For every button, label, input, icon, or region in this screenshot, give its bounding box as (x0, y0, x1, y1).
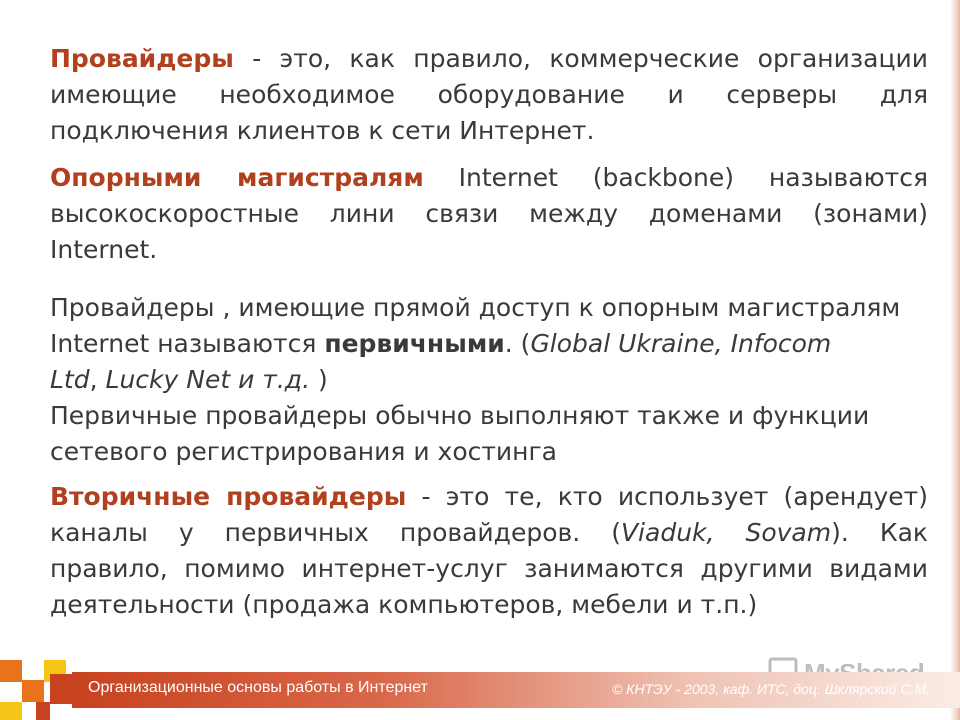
example-providers: Global Ukraine, Infocom (530, 329, 832, 358)
paragraph-line (50, 515, 928, 551)
paragraph-line (50, 362, 928, 398)
example-providers: Ltd (50, 365, 90, 394)
text-segment: . ( (504, 329, 531, 358)
paragraph-secondary-providers (50, 479, 928, 623)
text-segment: Internet (backbone) называются (423, 163, 929, 192)
paragraph-line: имеющие необходимое оборудование и серверы для (50, 80, 928, 109)
text-segment: ). Как (831, 518, 928, 547)
example-providers: Lucky Net и т.д. (105, 365, 311, 394)
paragraph-line (50, 326, 928, 362)
paragraph-primary-providers (50, 290, 928, 470)
paragraph-line: деятельности (продажа компьютеров, мебели и т.п.) (50, 590, 758, 619)
decor-square (0, 702, 22, 720)
text-segment: - это те, кто использует (арендует) (406, 482, 928, 511)
paragraph-line: Internet. (50, 235, 158, 264)
text-segment: ) (310, 365, 328, 394)
slide-right-edge-decoration (950, 0, 960, 720)
paragraph-line (50, 41, 928, 77)
paragraph-backbone (50, 160, 928, 268)
paragraph-line: высокоскоростные лини связи между доменами (зонами) (50, 199, 928, 228)
footer-copyright: © КНТЭУ - 2003, каф. ИТС, доц. Шклярский С.М. (612, 681, 930, 697)
decor-square (22, 680, 44, 702)
term-backbone: Опорными магистралям (50, 163, 424, 192)
decor-square (0, 660, 22, 682)
text-segment: - это, как правило, коммерческие организации (233, 44, 928, 73)
paragraph-providers (50, 41, 928, 149)
decor-square (50, 674, 72, 704)
slide-footer (0, 660, 960, 720)
example-providers: Viaduk, Sovam (620, 518, 832, 547)
term-secondary-providers: Вторичные провайдеры (50, 482, 407, 511)
paragraph-line (50, 479, 928, 515)
decor-square (36, 702, 50, 720)
text-segment: , (89, 365, 106, 394)
term-primary: первичными (324, 329, 505, 358)
term-providers: Провайдеры (50, 44, 234, 73)
paragraph-line (50, 160, 928, 196)
paragraph-line: правило, помимо интернет-услуг занимаются другими видами (50, 554, 928, 583)
text-segment: каналы у первичных провайдеров. ( (50, 518, 621, 547)
paragraph-line: Первичные провайдеры обычно выполняют также и функции (50, 401, 870, 430)
footer-course-title: Организационные основы работы в Интернет (88, 679, 428, 696)
text-segment: Internet называются (50, 329, 325, 358)
paragraph-line: подключения клиентов к сети Интернет. (50, 116, 595, 145)
paragraph-line: сетевого регистрирования и хостинга (50, 437, 557, 466)
paragraph-line: Провайдеры , имеющие прямой доступ к опорным магистралям (50, 293, 901, 322)
